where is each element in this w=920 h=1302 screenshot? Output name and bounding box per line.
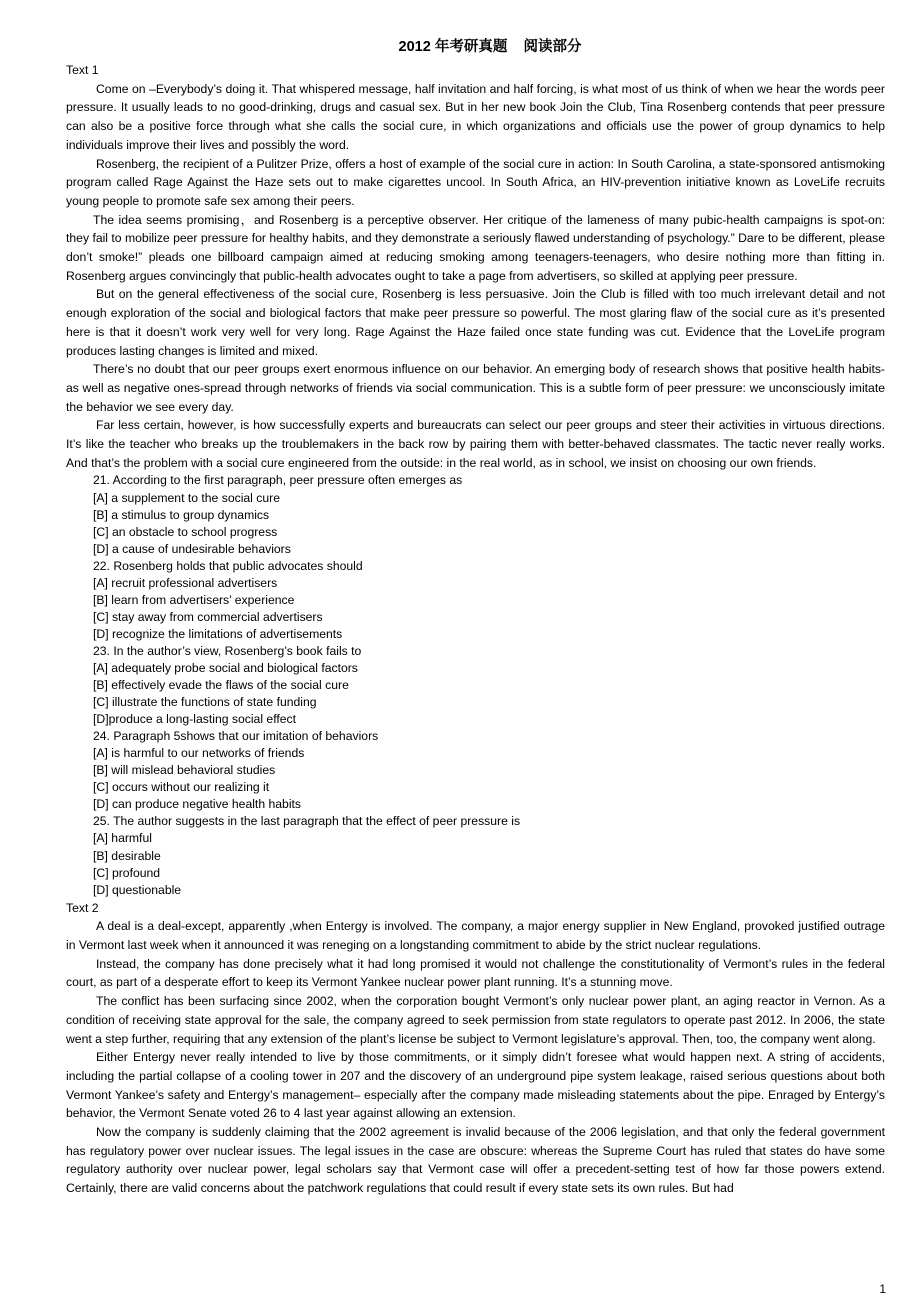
text-1-paragraph: There’s no doubt that our peer groups exert enormous influence on our behavior. An emerging body of research shows that positive health habits-as well as negative ones-spread through networks of friends via social communication. This is a subtle form of peer pressure: we unconsciously imitate the behavior we see every day. [66, 362, 885, 414]
question-line: 23. In the author’s view, Rosenberg’s book fails to [93, 643, 362, 658]
question-option: [C] an obstacle to school progress [93, 524, 278, 539]
question-option: [C] profound [93, 865, 161, 880]
text-2-paragraph: Either Entergy never really intended to live by those commitments, or it simply didn’t foresee what would happen next. A string of accidents, including the partial collapse of a cooling tower in 207 and the discovery of an underground pipe system leakage, raised serious questions about both Vermont Yankee’s safety and Entergy’s management– especially after the company made misleading statements about the pipe. Enraged by Entergy’s behavior, the Vermont Senate voted 26 to 4 last year against allowing an extension. [66, 1050, 885, 1121]
question-option: [A] is harmful to our networks of friends [93, 746, 305, 761]
question-option: [A] a supplement to the social cure [93, 490, 280, 505]
text-1-paragraph: The idea seems promising，and Rosenberg is a perceptive observer. Her critique of the lameness of many pubic-health campaigns is spot-on: they fail to mobilize peer pressure for healthy habits, and they demonstrate a seriously flawed understanding of psychology.” Dare to be different, please don’t smoke!” pleads one billboard campaign aimed at reducing smoking among teenagers-teenagers, who desire nothing more than fitting in. Rosenberg argues convincingly that public-health advocates ought to take a page from advertisers, so skilled at applying peer pressure. [66, 212, 885, 283]
text-2-paragraph: A deal is a deal-except, apparently ,when Entergy is involved. The company, a major energy supplier in New England, provoked justified outrage in Vermont last week when it announced it was reneging on a longstanding commitment to abide by the strict nuclear regulations. [66, 919, 885, 953]
question-list [66, 472, 885, 898]
page-title: 2012 年考研真题 阅读部分 [398, 39, 582, 55]
question-option: [C] illustrate the functions of state funding [93, 695, 317, 710]
text-1-paragraph: Far less certain, however, is how successfully experts and bureaucrats can select our peer groups and steer their activities in virtuous directions. It’s like the teacher who breaks up the troublemakers in the back row by pairing them with better-behaved classmates. The tactic never really works. And that’s the problem with a social cure engineered from the outside: in the real world, as in school, we insist on choosing our own friends. [66, 418, 885, 470]
question-option: [C] occurs without our realizing it [93, 780, 270, 795]
text-1-paragraph: Come on –Everybody’s doing it. That whispered message, half invitation and half forcing, is what most of us think of when we hear the words peer pressure. It usually leads to no good-drinking, drugs and casual sex. But in her new book Join the Club, Tina Rosenberg contends that peer pressure can also be a positive force through what she calls the social cure, in which organizations and officials use the power of group dynamics to help individuals improve their lives and possibly the word. [66, 81, 885, 152]
text-1-label: Text 1 [66, 63, 99, 77]
text-2-label: Text 2 [66, 900, 99, 915]
question-line: 24. Paragraph 5shows that our imitation of behaviors [93, 729, 379, 744]
text-1-paragraph: Rosenberg, the recipient of a Pulitzer Prize, offers a host of example of the social cure in action: In South Carolina, a state-sponsored antismoking program called Rage Against the Haze sets out to make cigarettes uncool. In South Africa, an HIV-prevention initiative known as LoveLife recruits young people to promote safe sex among their peers. [66, 156, 885, 208]
question-line: 25. The author suggests in the last paragraph that the effect of peer pressure is [93, 814, 521, 829]
question-option: [D] questionable [93, 882, 182, 897]
question-line: 22. Rosenberg holds that public advocates should [93, 558, 363, 573]
text-2-paragraph: Now the company is suddenly claiming that the 2002 agreement is invalid because of the 2006 legislation, and that only the federal government has regulatory power over nuclear issues. The legal issues in the case are obscure: whereas the Supreme Court has ruled that states do have some regulatory authority over nuclear power, legal scholars say that Vermont case will offer a precedent-setting test of how far those powers extend. Certainly, there are valid concerns about the patchwork regulations that could result if every state sets its own rules. But had [66, 1125, 885, 1196]
page-number: 1 [879, 1282, 886, 1296]
question-option: [B] effectively evade the flaws of the social cure [93, 678, 349, 693]
question-option: [A] recruit professional advertisers [93, 575, 278, 590]
question-line: 21. According to the first paragraph, peer pressure often emerges as [93, 473, 463, 488]
text-2-paragraph: The conflict has been surfacing since 2002, when the corporation bought Vermont’s only nuclear power plant, an aging reactor in Vernon. As a condition of receiving state approval for the sale, the company agreed to seek permission from state regulators to operate past 2012. In 2006, the state went a step further, requiring that any extension of the plant’s license be subject to Vermont legislature’s approval. Then, too, the company went along. [66, 994, 885, 1046]
question-option: [D] recognize the limitations of advertisements [93, 626, 343, 641]
question-option: [B] will mislead behavioral studies [93, 763, 276, 778]
question-option: [A] harmful [93, 831, 152, 846]
question-option: [B] desirable [93, 848, 161, 863]
question-option: [B] learn from advertisers’ experience [93, 592, 295, 607]
question-option: [D] a cause of undesirable behaviors [93, 541, 291, 556]
document-body [66, 61, 885, 1198]
question-option: [C] stay away from commercial advertisers [93, 609, 323, 624]
question-option: [A] adequately probe social and biological factors [93, 660, 358, 675]
question-option: [D] can produce negative health habits [93, 797, 302, 812]
text-1-paragraph: But on the general effectiveness of the social cure, Rosenberg is less persuasive. Join the Club is filled with too much irrelevant detail and not enough exploration of the social and biological factors that make peer pressure so powerful. The most glaring flaw of the social cure as it’s presented here is that it doesn’t work very well for very long. Rage Against the Haze failed once state funding was cut. Evidence that the LoveLife program produces lasting changes is limited and mixed. [66, 287, 885, 358]
text-2-paragraph: Instead, the company has done precisely what it had long promised it would not challenge the constitutionality of Vermont’s rules in the federal court, as part of a desperate effort to keep its Vermont Yankee nuclear power plant running. It’s a stunning move. [66, 956, 885, 990]
question-option: [B] a stimulus to group dynamics [93, 507, 270, 522]
question-option: [D]produce a long-lasting social effect [93, 712, 297, 727]
